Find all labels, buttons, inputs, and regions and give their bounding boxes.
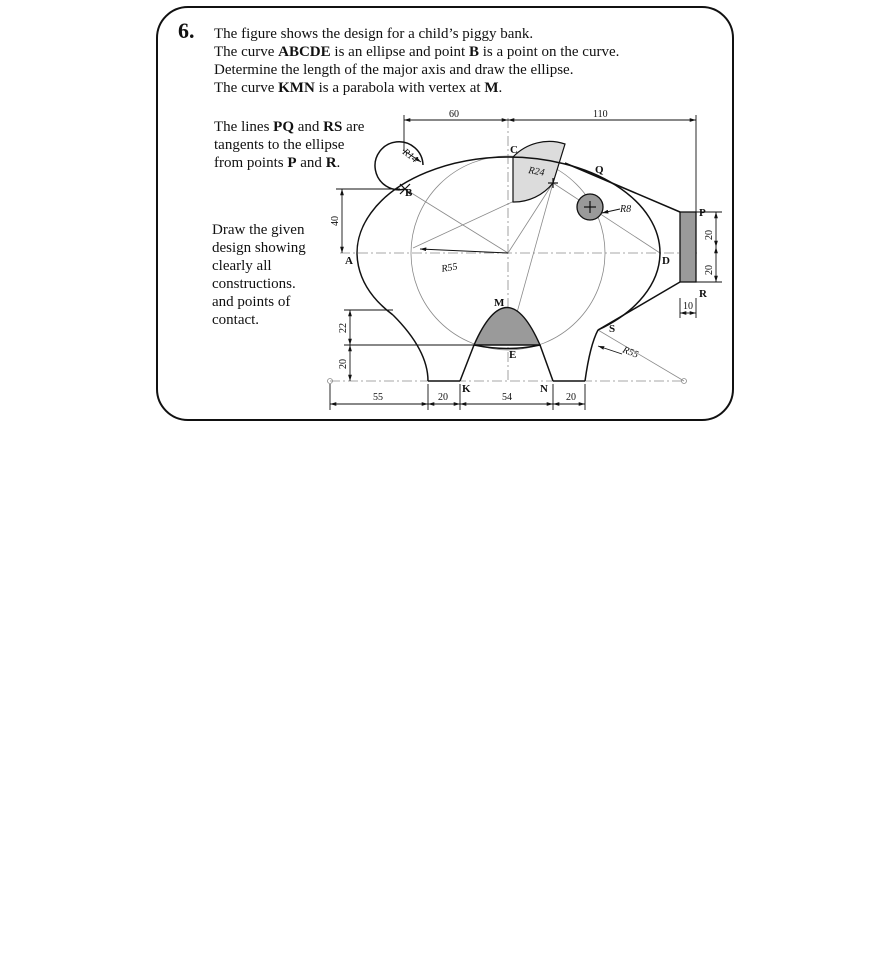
dim-54: 54 <box>502 392 512 403</box>
label-c: C <box>510 144 518 156</box>
focal-line-right <box>553 183 660 253</box>
tail-arc <box>375 142 423 190</box>
dim-60: 60 <box>449 109 459 120</box>
text-run: P <box>287 155 297 171</box>
text-run: The figure shows the design for a child’s piggy bank. <box>214 26 534 42</box>
label-a: A <box>345 255 353 267</box>
radius-r14: R14 <box>400 146 420 166</box>
dim-10: 10 <box>683 301 693 312</box>
label-s: S <box>609 323 616 335</box>
text-run: M <box>484 80 499 96</box>
radius-r24: R24 <box>527 165 546 179</box>
radius-r55-leg: R55 <box>620 344 640 361</box>
text-run: B <box>468 44 479 60</box>
text-run: and <box>294 119 324 135</box>
text-run: KMN <box>278 80 315 96</box>
question-number: 6. <box>178 18 195 43</box>
text-run: R <box>325 155 337 171</box>
label-b: B <box>405 187 413 199</box>
r55-construction-line <box>598 330 684 381</box>
text-run: and <box>296 155 326 171</box>
dim-20a: 20 <box>438 392 448 403</box>
text-run: clearly all <box>212 258 272 274</box>
back-leg-curve <box>585 330 598 381</box>
parabola-kmn <box>474 308 540 346</box>
label-q: Q <box>595 164 604 176</box>
b-construction-line <box>405 189 508 253</box>
dim-55: 55 <box>373 392 383 403</box>
text-run: The curve <box>214 80 279 96</box>
text-run: Determine the length of the major axis and draw the ellipse. <box>214 62 574 78</box>
label-k: K <box>462 383 471 395</box>
label-d: D <box>662 255 670 267</box>
front-leg-curve <box>393 315 428 381</box>
dim-20b: 20 <box>566 392 576 403</box>
dim-20-top: 20 <box>704 230 715 240</box>
text-run: is a point on the curve. <box>478 44 620 60</box>
label-n: N <box>540 383 548 395</box>
label-m: M <box>494 297 505 309</box>
text-run: is an ellipse and point <box>330 44 469 60</box>
label-r: R <box>699 288 707 300</box>
text-run: design showing <box>212 240 306 256</box>
dim-110: 110 <box>593 109 608 120</box>
text-run: The lines <box>214 119 274 135</box>
text-run: is a parabola with vertex at <box>314 80 485 96</box>
back-leg-inner <box>540 345 553 381</box>
text-run: Draw the given <box>212 222 305 238</box>
leader-r8 <box>602 209 620 213</box>
text-run: The curve <box>214 44 279 60</box>
dim-40: 40 <box>330 216 341 226</box>
dim-22: 22 <box>338 323 349 333</box>
text-run: RS <box>323 119 343 135</box>
text-run: ABCDE <box>278 44 331 60</box>
text-run: are <box>342 119 365 135</box>
snout <box>680 212 696 282</box>
text-run: . <box>498 80 503 96</box>
text-run: from points <box>214 155 288 171</box>
radius-r8: R8 <box>620 204 632 215</box>
text-run: tangents to the ellipse <box>214 137 345 153</box>
leader-r55-leg <box>598 346 622 354</box>
text-run: and points of <box>212 294 291 310</box>
label-p: P <box>699 207 706 219</box>
dim-20-left: 20 <box>338 359 349 369</box>
text-run: . <box>336 155 341 171</box>
dim-20-bottom: 20 <box>704 265 715 275</box>
leader-r55-centre <box>420 249 508 253</box>
text-run: constructions. <box>212 276 296 292</box>
front-leg-inner <box>460 345 474 381</box>
text-run: contact. <box>212 312 260 328</box>
text-run: PQ <box>273 119 294 135</box>
label-e: E <box>509 349 517 361</box>
radius-r55-centre: R55 <box>440 261 459 275</box>
